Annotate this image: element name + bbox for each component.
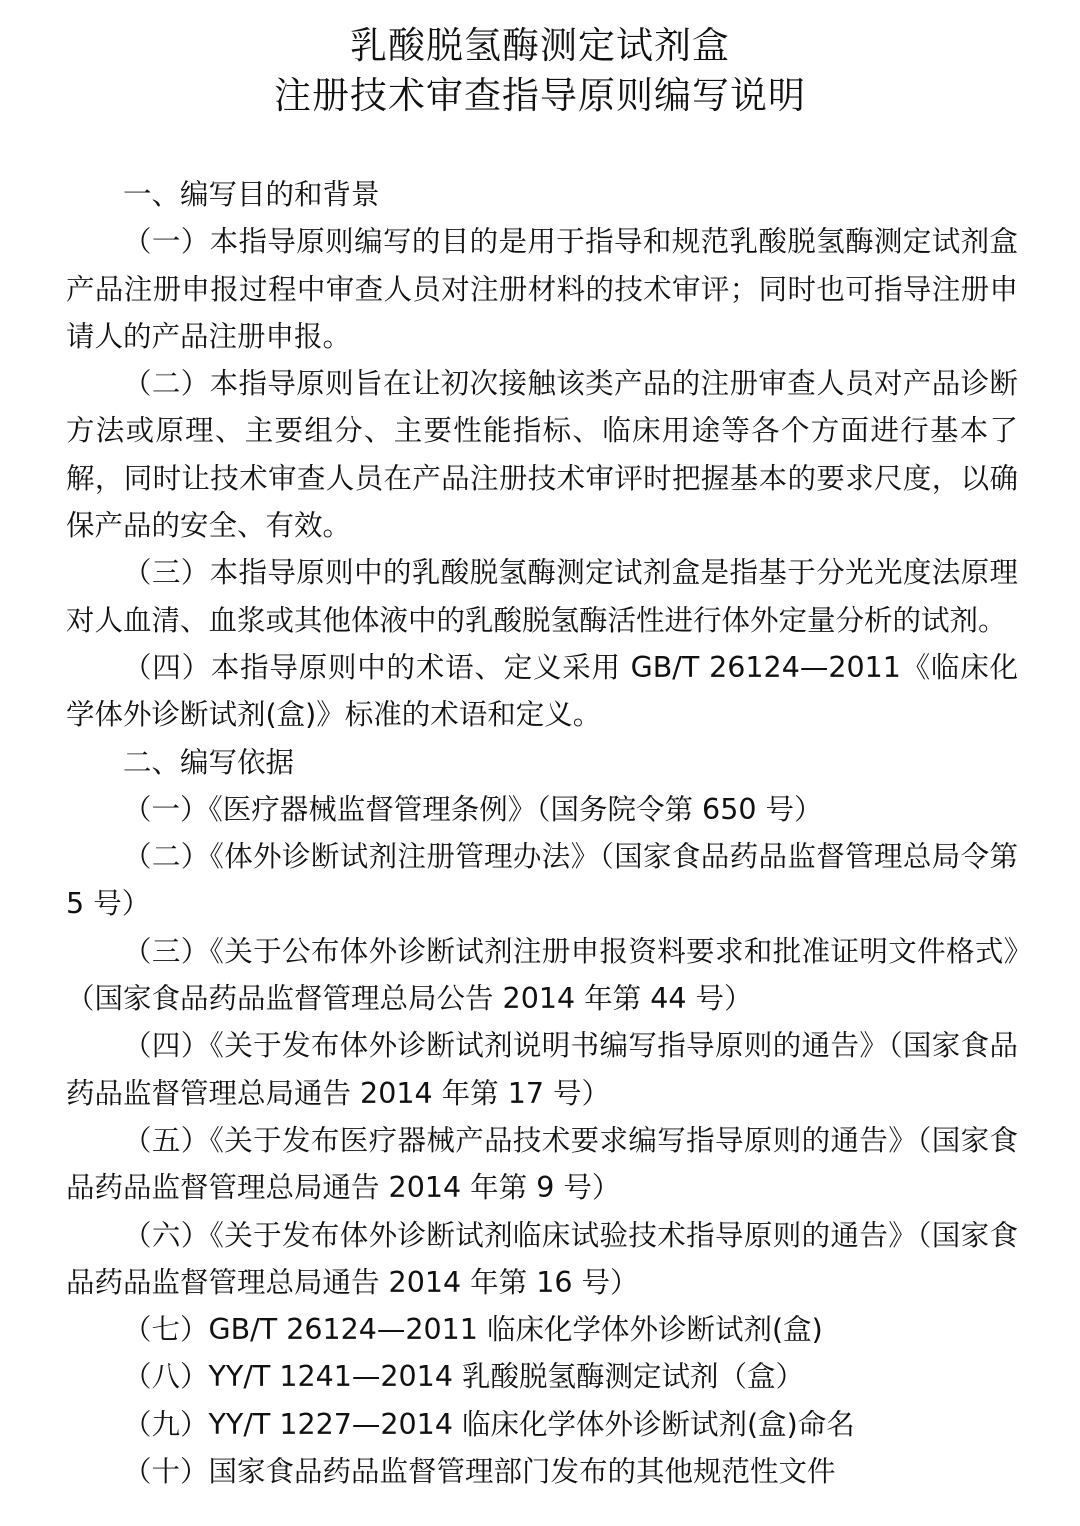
reference-item: （八）YY/T 1241—2014 乳酸脱氢酶测定试剂（盒） xyxy=(123,1360,805,1394)
reference-item: （六）《关于发布体外诊断试剂临床试验技术指导原则的通告》（国家食品药品监督管理总局通告 2014 年第 16 号） xyxy=(66,1218,1018,1299)
paragraph-purpose-4: （四）本指导原则中的术语、定义采用 GB/T 26124—2011《临床化学体外诊断试剂(盒)》标准的术语和定义。 xyxy=(66,650,1018,732)
reference-item: （九）YY/T 1227—2014 临床化学体外诊断试剂(盒)命名 xyxy=(123,1407,855,1441)
reference-item: （二）《体外诊断试剂注册管理办法》（国家食品药品监督管理总局令第 5 号） xyxy=(66,840,1018,921)
reference-item: （一）《医疗器械监督管理条例》（国务院令第 650 号） xyxy=(123,792,823,826)
reference-item: （三）《关于公布体外诊断试剂注册申报资料要求和批准证明文件格式》（国家食品药品监督管理总局公告 2014 年第 44 号） xyxy=(66,934,1018,1016)
document-title-line-1: 乳酸脱氢酶测定试剂盒 xyxy=(350,24,730,67)
reference-item: （十）国家食品药品监督管理部门发布的其他规范性文件 xyxy=(123,1455,836,1489)
section-heading: 一、编写目的和背景 xyxy=(123,178,380,211)
reference-item: （七）GB/T 26124—2011 临床化学体外诊断试剂(盒) xyxy=(123,1313,823,1347)
paragraph-purpose-3: （三）本指导原则中的乳酸脱氢酶测定试剂盒是指基于分光光度法原理对人血清、血浆或其他体液中的乳酸脱氢酶活性进行体外定量分析的试剂。 xyxy=(66,556,1018,637)
section-heading: 二、编写依据 xyxy=(123,745,295,779)
reference-item: （四）《关于发布体外诊断试剂说明书编写指导原则的通告》（国家食品药品监督管理总局通告 2014 年第 17 号） xyxy=(66,1029,1018,1110)
reference-item: （五）《关于发布医疗器械产品技术要求编写指导原则的通告》（国家食品药品监督管理总局通告 2014 年第 9 号） xyxy=(66,1123,1018,1205)
document-title-line-2: 注册技术审查指导原则编写说明 xyxy=(274,74,806,117)
document-body xyxy=(66,171,1018,1495)
paragraph-purpose-2: （二）本指导原则旨在让初次接触该类产品的注册审查人员对产品诊断方法或原理、主要组分、主要性能指标、临床用途等各个方面进行基本了解，同时让技术审查人员在产品注册技术审评时把握基本的要求尺度，以确保产品的安全、有效。 xyxy=(66,367,1018,543)
paragraph-purpose-1: （一）本指导原则编写的目的是用于指导和规范乳酸脱氢酶测定试剂盒产品注册申报过程中审查人员对注册材料的技术审评；同时也可指导注册申请人的产品注册申报。 xyxy=(66,225,1018,353)
